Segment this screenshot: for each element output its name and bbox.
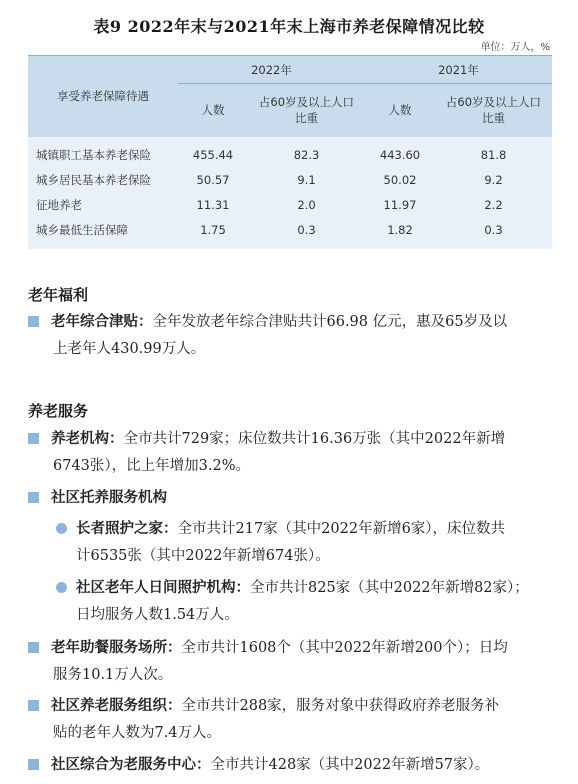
- welfare-allowance-item: [28, 308, 558, 363]
- community-care-item: [28, 484, 558, 512]
- ratio-header-line1: 占60岁及以上人口: [258, 95, 355, 110]
- year-header-2022: 2022年: [178, 56, 365, 84]
- ratio-2021: 2.2: [435, 193, 552, 218]
- item-text-cont: 6743张），比上年增加3.2%。: [53, 458, 250, 474]
- count-header-2022: 人数: [178, 84, 248, 137]
- item-term: 社区老年人日间照护机构：: [76, 579, 250, 596]
- elder-home-item: [56, 515, 558, 570]
- square-bullet-icon: [28, 642, 39, 653]
- ratio-2022: 0.3: [248, 218, 365, 249]
- square-bullet-icon: [28, 492, 39, 503]
- count-2021: 443.60: [365, 137, 435, 168]
- item-text: 全年发放老年综合津贴共计66.98 亿元，惠及65岁及以: [152, 314, 508, 330]
- ratio-header-line2: 比重: [482, 111, 505, 126]
- item-term: 养老机构：: [51, 430, 124, 447]
- table-unit: 单位：万人，%: [480, 42, 550, 53]
- count-2021: 1.82: [365, 218, 435, 249]
- item-text: 全市共计1608个（其中2022年新增200个）；日均: [181, 640, 508, 656]
- ratio-header-line1: 占60岁及以上人口: [445, 95, 542, 110]
- item-text: 全市共计729家；床位数共计16.36万张（其中2022年新增: [123, 431, 506, 447]
- service-org-item: [28, 692, 558, 747]
- count-2022: 455.44: [178, 137, 248, 168]
- item-text: 全市共计217家（其中2022年新增6家），床位数共: [177, 521, 506, 537]
- item-text: 全市共计825家（其中2022年新增82家）；: [250, 580, 529, 596]
- item-text-cont: 贴的老年人数为7.4万人。: [53, 725, 222, 741]
- count-2021: 50.02: [365, 168, 435, 193]
- item-term: 长者照护之家：: [76, 520, 178, 537]
- service-center-item: [28, 751, 558, 779]
- count-2022: 11.31: [178, 193, 248, 218]
- pension-table: [28, 55, 552, 249]
- circle-bullet-icon: [56, 523, 67, 534]
- ratio-2021: 0.3: [435, 218, 552, 249]
- item-text: 全市共计288家，服务对象中获得政府养老服务补: [181, 698, 500, 714]
- ratio-2022: 2.0: [248, 193, 365, 218]
- item-term: 社区养老服务组织：: [51, 697, 182, 714]
- section-title-services: 养老服务: [28, 402, 89, 420]
- ratio-header-2021: [435, 84, 552, 137]
- item-term: 老年综合津贴：: [51, 313, 153, 330]
- square-bullet-icon: [28, 316, 39, 327]
- item-text-cont: 上老年人430.99万人。: [53, 341, 206, 357]
- row-label: 城乡居民基本养老保险: [28, 168, 178, 193]
- table-row: [28, 137, 552, 168]
- count-2021: 11.97: [365, 193, 435, 218]
- square-bullet-icon: [28, 759, 39, 770]
- row-label: 城镇职工基本养老保险: [28, 137, 178, 168]
- item-term: 社区托养服务机构: [51, 489, 167, 506]
- item-text-cont: 日均服务人数1.54万人。: [76, 607, 239, 623]
- row-label: 城乡最低生活保障: [28, 218, 178, 249]
- ratio-2021: 81.8: [435, 137, 552, 168]
- institutions-item: [28, 425, 558, 480]
- table-row: [28, 193, 552, 218]
- ratio-header-2022: [248, 84, 365, 137]
- count-header-2021: 人数: [365, 84, 435, 137]
- ratio-header-line2: 比重: [295, 111, 318, 126]
- day-care-item: [56, 574, 558, 629]
- meal-service-item: [28, 634, 558, 689]
- corner-header: 享受养老保障待遇: [28, 56, 178, 137]
- square-bullet-icon: [28, 433, 39, 444]
- count-2022: 1.75: [178, 218, 248, 249]
- table-title: 表9 2022年末与2021年末上海市养老保障情况比较: [93, 17, 485, 36]
- circle-bullet-icon: [56, 582, 67, 593]
- ratio-2022: 9.1: [248, 168, 365, 193]
- ratio-2022: 82.3: [248, 137, 365, 168]
- count-2022: 50.57: [178, 168, 248, 193]
- item-term: 老年助餐服务场所：: [51, 639, 182, 656]
- item-text-cont: 计6535张（其中2022年新增674张）。: [76, 548, 330, 564]
- ratio-2021: 9.2: [435, 168, 552, 193]
- item-text: 全市共计428家（其中2022年新增57家）。: [210, 757, 490, 773]
- table-row: [28, 218, 552, 249]
- table-row: [28, 168, 552, 193]
- section-title-welfare: 老年福利: [28, 286, 89, 304]
- item-text-cont: 服务10.1万人次。: [53, 667, 173, 683]
- square-bullet-icon: [28, 700, 39, 711]
- row-label: 征地养老: [28, 193, 178, 218]
- item-term: 社区综合为老服务中心：: [51, 756, 211, 773]
- year-header-2021: 2021年: [365, 56, 552, 84]
